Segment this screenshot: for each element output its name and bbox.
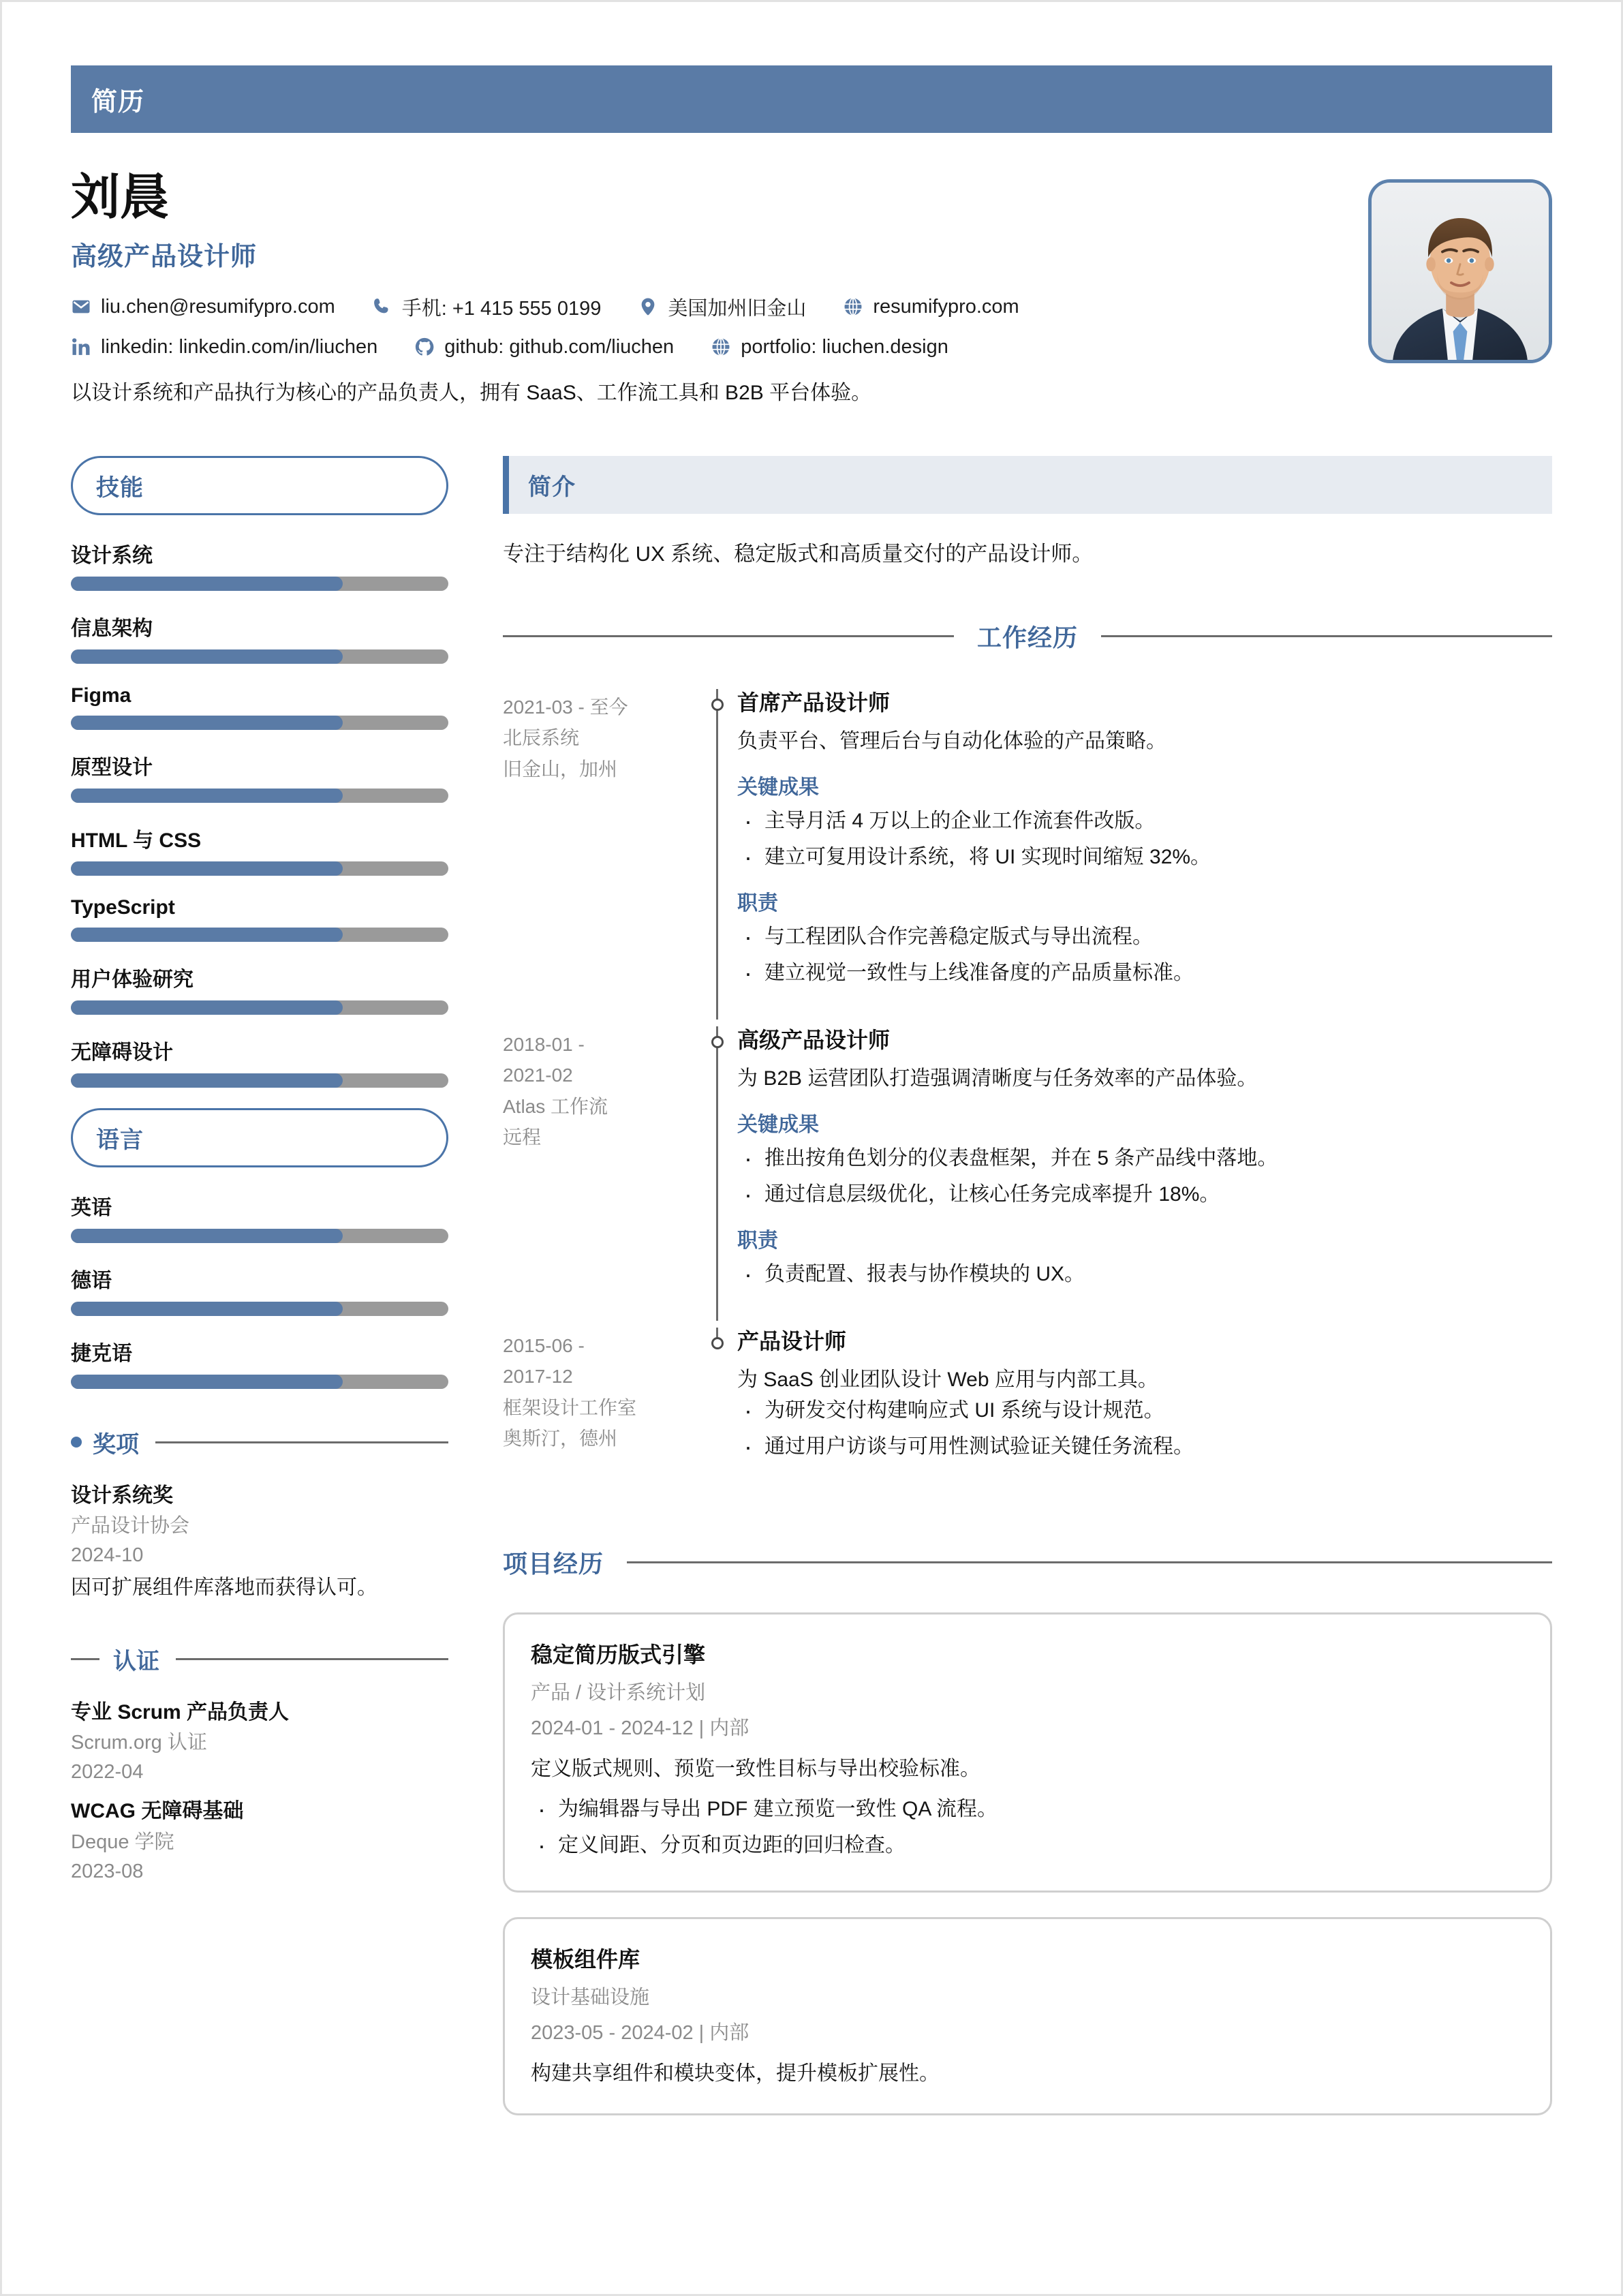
job-responsibility-item: · 建立视觉一致性与上线准备度的产品质量标准。: [737, 958, 1552, 988]
project-description: 定义版式规则、预览一致性目标与导出校验标准。: [531, 1758, 980, 1781]
project-bullet-item: · 定义间距、分页和页边距的回归检查。: [531, 1830, 1524, 1861]
awards-heading-label: 奖项: [93, 1431, 139, 1458]
skill-level-fill: [71, 1073, 343, 1088]
job-responsibility-item: · 为研发交付构建响应式 UI 系统与设计规范。: [737, 1395, 1552, 1426]
contact-text: linkedin: linkedin.com/in/liuchen: [101, 335, 378, 358]
certification-entry: [71, 1798, 448, 1885]
skill-level-track: [71, 1302, 448, 1316]
skill-level-fill: [71, 861, 343, 876]
skill-label: 英语: [71, 1196, 112, 1219]
skill-level-track: [71, 1073, 448, 1088]
heading-rule-left: [503, 635, 954, 637]
phone-icon: [372, 296, 392, 317]
job-description: 负责平台、管理后台与自动化体验的产品策略。: [737, 730, 1166, 753]
skill-label: 用户体验研究: [71, 968, 194, 991]
skill-bar-item: [71, 962, 448, 1015]
certifications-heading-label: 认证: [113, 1648, 159, 1674]
section-heading-skills: 技能: [71, 456, 448, 515]
job-achievements-list: [737, 806, 1552, 872]
bullet-dot-icon: [71, 1437, 82, 1448]
job-responsibility-item: · 与工程团队合作完善稳定版式与导出流程。: [737, 921, 1552, 952]
job-meta: [503, 689, 700, 1014]
skill-bar-item: [71, 1035, 448, 1088]
location-icon: [638, 296, 658, 317]
job-location: 远程: [503, 1127, 542, 1148]
section-heading-certifications: [71, 1642, 448, 1676]
award-description: 因可扩展组件库落地而获得认可。: [71, 1576, 377, 1599]
skill-label: Figma: [71, 684, 132, 707]
skill-level-track: [71, 1229, 448, 1243]
skill-bar-item: [71, 684, 448, 730]
experience-entry: [503, 1026, 1552, 1328]
timeline-line: [716, 1026, 718, 1321]
contact-text: 手机: +1 415 555 0199: [401, 297, 602, 320]
job-title: 首席产品设计师: [737, 690, 891, 716]
contact-text: liu.chen@resumifypro.com: [101, 295, 335, 318]
project-meta: 2024-01 - 2024-12 | 内部: [531, 1717, 749, 1740]
project-bullet-item: · 为编辑器与导出 PDF 建立预览一致性 QA 流程。: [531, 1794, 1524, 1824]
certification-title: WCAG 无障碍基础: [71, 1800, 244, 1823]
certification-issuer: Deque 学院: [71, 1831, 174, 1853]
project-subtitle: 产品 / 设计系统计划: [531, 1682, 706, 1704]
project-title: 稳定简历版式引擎: [531, 1642, 706, 1668]
project-meta: 2023-05 - 2024-02 | 内部: [531, 2022, 749, 2045]
job-achievement-item: · 通过信息层级优化，让核心任务完成率提升 18%。: [737, 1179, 1552, 1210]
skill-bar-item: [71, 896, 448, 942]
heading-rule: [627, 1561, 1552, 1563]
skill-level-track: [71, 649, 448, 664]
skill-level-fill: [71, 928, 343, 942]
project-subtitle: 设计基础设施: [531, 1987, 650, 2009]
experience-heading-label: 工作经历: [977, 624, 1079, 652]
job-achievement-item: · 主导月活 4 万以上的企业工作流套件改版。: [737, 806, 1552, 836]
job-location: 奥斯汀，德州: [503, 1428, 618, 1450]
awards-list: [71, 1482, 448, 1603]
section-heading-projects: [503, 1545, 1552, 1580]
skill-level-track: [71, 577, 448, 591]
job-responsibilities-list: [737, 921, 1552, 988]
skill-bar-item: [71, 538, 448, 591]
job-date-end: 2021-02: [503, 1065, 573, 1086]
job-achievements-heading: 关键成果: [737, 1114, 819, 1137]
job-content: [733, 1026, 1552, 1315]
resume-header: [71, 172, 1552, 408]
job-date-end: 2017-12: [503, 1366, 573, 1388]
job-description: 为 B2B 运营团队打造强调清晰度与任务效率的产品体验。: [737, 1067, 1258, 1090]
award-entry: [71, 1482, 448, 1603]
languages-list: [71, 1191, 448, 1389]
experience-entry: [503, 1328, 1552, 1500]
timeline-marker-icon: [711, 1036, 724, 1048]
contact-text: portfolio: liuchen.design: [741, 335, 948, 358]
globe-icon: [711, 337, 731, 357]
heading-rule: [155, 1441, 448, 1443]
skill-level-fill: [71, 716, 343, 730]
contact-text: 美国加州旧金山: [668, 297, 807, 320]
project-card: [503, 1612, 1552, 1893]
resume-body: [71, 456, 1552, 2141]
skills-list: [71, 538, 448, 1088]
dash-icon: [71, 1658, 99, 1660]
job-responsibility-item: · 通过用户访谈与可用性测试验证关键任务流程。: [737, 1431, 1552, 1462]
job-date-start: 2018-01 -: [503, 1034, 585, 1056]
projects-heading-label: 项目经历: [503, 1550, 604, 1578]
certification-date: 2022-04: [71, 1760, 144, 1783]
main-column: [486, 456, 1552, 2141]
certifications-list: [71, 1699, 448, 1885]
job-date-start: 2015-06 -: [503, 1335, 585, 1357]
email-icon: [71, 296, 91, 317]
skill-level-track: [71, 928, 448, 942]
timeline-line: [716, 689, 718, 1020]
award-issuer: 产品设计协会: [71, 1515, 190, 1537]
section-heading-awards: [71, 1426, 448, 1459]
contact-text: resumifypro.com: [873, 295, 1019, 318]
skill-level-fill: [71, 789, 343, 803]
skill-label: 原型设计: [71, 756, 153, 779]
skill-level-fill: [71, 577, 343, 591]
contact-item[interactable]: [71, 293, 335, 321]
skill-label: 无障碍设计: [71, 1041, 173, 1064]
contact-item[interactable]: [372, 293, 602, 321]
skill-level-fill: [71, 1375, 343, 1389]
skill-label: 捷克语: [71, 1342, 132, 1365]
timeline-marker-icon: [711, 699, 724, 711]
timeline-axis: [700, 1328, 733, 1488]
job-responsibility-item: · 负责配置、报表与协作模块的 UX。: [737, 1259, 1552, 1289]
header-tagline: 以设计系统和产品执行为核心的产品负责人，拥有 SaaS、工作流工具和 B2B 平台体验。: [71, 381, 872, 404]
job-company: 框架设计工作室: [503, 1396, 637, 1418]
github-icon: [414, 337, 435, 357]
job-company: 北辰系统: [503, 727, 580, 749]
skill-bar-item: [71, 611, 448, 664]
skill-bar-item: [71, 750, 448, 803]
contact-text: github: github.com/liuchen: [444, 335, 675, 358]
sidebar-column: [71, 456, 486, 1898]
job-responsibilities-list: [737, 1395, 1552, 1462]
certification-entry: [71, 1699, 448, 1786]
skill-label: 德语: [71, 1269, 112, 1292]
avatar-portrait-icon: [1372, 183, 1549, 360]
contact-item[interactable]: [843, 293, 1019, 321]
heading-rule: [176, 1658, 448, 1660]
job-content: [733, 1328, 1552, 1488]
award-date: 2024-10: [71, 1544, 144, 1566]
job-description: 为 SaaS 创业团队设计 Web 应用与内部工具。: [737, 1368, 1158, 1392]
globe-icon: [843, 296, 863, 317]
job-role-subtitle: 高级产品设计师: [71, 242, 258, 271]
job-responsibilities-heading: 职责: [737, 892, 778, 915]
job-title: 产品设计师: [737, 1329, 847, 1354]
avatar: [1368, 179, 1552, 363]
job-achievement-item: · 建立可复用设计系统，将 UI 实现时间缩短 32%。: [737, 842, 1552, 872]
project-title: 模板组件库: [531, 1947, 640, 1972]
skill-level-fill: [71, 649, 343, 664]
skill-label: 设计系统: [71, 544, 153, 567]
experience-entry: [503, 689, 1552, 1026]
job-meta: [503, 1328, 700, 1488]
contact-list: [71, 293, 1188, 373]
timeline-axis: [700, 1026, 733, 1315]
job-content: [733, 689, 1552, 1014]
skill-label: 信息架构: [71, 617, 153, 640]
job-achievements-list: [737, 1143, 1552, 1210]
project-bullet-list: [531, 1794, 1524, 1861]
section-heading-languages: 语言: [71, 1108, 448, 1167]
job-responsibilities-heading: 职责: [737, 1229, 778, 1253]
job-achievement-item: · 推出按角色划分的仪表盘框架，并在 5 条产品线中落地。: [737, 1143, 1552, 1174]
skill-level-fill: [71, 1302, 343, 1316]
certification-issuer: Scrum.org 认证: [71, 1732, 207, 1754]
skill-bar-item: [71, 1336, 448, 1389]
contact-item[interactable]: [414, 336, 674, 358]
skill-bar-item: [71, 1191, 448, 1243]
section-heading-summary: 简介: [503, 456, 1552, 514]
experience-list: [503, 689, 1552, 1500]
skill-level-track: [71, 861, 448, 876]
contact-item[interactable]: [638, 293, 806, 321]
job-location: 旧金山，加州: [503, 758, 618, 780]
job-achievements-heading: 关键成果: [737, 776, 819, 799]
skill-level-fill: [71, 1229, 343, 1243]
timeline-axis: [700, 689, 733, 1014]
job-date-start: 2021-03 - 至今: [503, 697, 628, 718]
skill-level-track: [71, 1000, 448, 1015]
certification-title: 专业 Scrum 产品负责人: [71, 1700, 290, 1724]
projects-list: [503, 1612, 1552, 2115]
skill-label: HTML 与 CSS: [71, 829, 202, 852]
job-meta: [503, 1026, 700, 1315]
document-banner: 简历: [71, 65, 1552, 133]
skill-level-fill: [71, 1000, 343, 1015]
certification-date: 2023-08: [71, 1860, 144, 1882]
page-title: 刘晨: [71, 170, 170, 225]
skill-label: TypeScript: [71, 896, 175, 919]
timeline-marker-icon: [711, 1337, 724, 1349]
contact-item[interactable]: [711, 336, 948, 358]
skill-bar-item: [71, 823, 448, 876]
skill-level-track: [71, 789, 448, 803]
linkedin-icon: [71, 337, 91, 357]
heading-rule-right: [1101, 635, 1552, 637]
contact-item[interactable]: [71, 336, 377, 358]
project-description: 构建共享组件和模块变体，提升模板扩展性。: [531, 2062, 940, 2085]
job-title: 高级产品设计师: [737, 1028, 891, 1053]
job-company: Atlas 工作流: [503, 1095, 608, 1117]
skill-level-track: [71, 1375, 448, 1389]
section-heading-experience: [503, 619, 1552, 654]
skill-bar-item: [71, 1264, 448, 1316]
project-card: [503, 1917, 1552, 2115]
header-text-block: [71, 172, 1368, 408]
job-responsibilities-list: [737, 1259, 1552, 1289]
summary-text: 专注于结构化 UX 系统、稳定版式和高质量交付的产品设计师。: [503, 541, 1094, 566]
award-title: 设计系统奖: [71, 1484, 173, 1507]
skill-level-track: [71, 716, 448, 730]
